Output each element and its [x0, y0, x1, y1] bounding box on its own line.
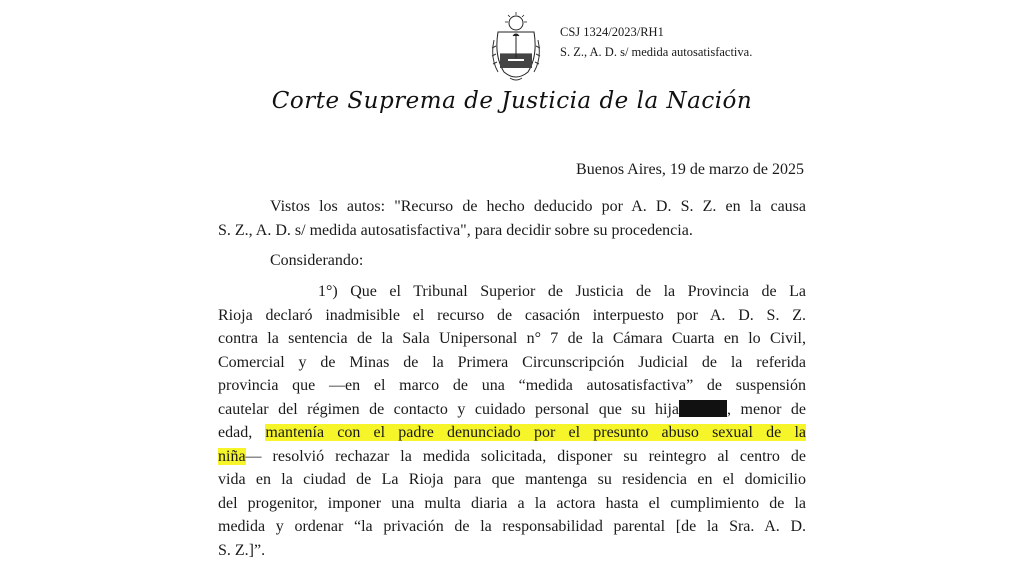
- vistos-paragraph: [218, 195, 806, 242]
- text-line: Rioja declaró inadmisible el recurso de casación interpuesto por A. D. S. Z.: [218, 306, 806, 324]
- court-name-heading: Corte Suprema de Justicia de la Nación: [271, 88, 753, 114]
- text-line: cautelar del régimen de contacto y cuidado personal que su hija , menor de: [218, 400, 806, 418]
- vistos-line-1: Vistos los autos: "Recurso de hecho deducido por A. D. S. Z. en la causa: [270, 198, 806, 215]
- coat-of-arms-emblem: [488, 10, 544, 84]
- text-line: provincia que —en el marco de una “medida autosatisfactiva” de suspensión: [218, 377, 806, 394]
- highlighted-text: mantenía con el padre denunciado por el presunto abuso sexual de la: [265, 424, 806, 441]
- date-line: Buenos Aires, 19 de marzo de 2025: [576, 161, 804, 178]
- case-number: CSJ 1324/2023/RH1: [560, 25, 664, 39]
- text-line: 1°) Que el Tribunal Superior de Justicia de la Provincia de La: [318, 283, 806, 300]
- text-line: edad, mantenía con el padre denunciado por el presunto abuso sexual de la: [218, 424, 806, 441]
- case-reference: [560, 22, 752, 62]
- text-line: niña— resolvió rechazar la medida solicitada, disponer su reintegro al centro de: [218, 447, 806, 465]
- text-line: del progenitor, imponer una multa diaria a la actora hasta el cumplimiento de la: [218, 494, 806, 512]
- text-line: medida y ordenar “la privación de la responsabilidad parental [de la Sra. A. D.: [218, 518, 806, 535]
- text-line: Comercial y de Minas de la Primera Circunscripción Judicial de la referida: [218, 353, 806, 371]
- text-line: S. Z.]”.: [218, 541, 266, 559]
- text-line: vida en la ciudad de La Rioja para que mantenga su residencia en el domicilio: [218, 471, 806, 488]
- considerando-heading: Considerando:: [270, 252, 364, 269]
- highlighted-text: niña: [218, 447, 246, 465]
- case-caption: S. Z., A. D. s/ medida autosatisfactiva.: [560, 45, 753, 59]
- text-line: contra la sentencia de la Sala Unipersonal n° 7 de la Cámara Cuarta en lo Civil,: [218, 330, 806, 347]
- vistos-line-2: S. Z., A. D. s/ medida autosatisfactiva", para decidir sobre su procedencia.: [218, 221, 693, 239]
- paragraph-1: [218, 280, 806, 562]
- redacted-name: [679, 400, 727, 417]
